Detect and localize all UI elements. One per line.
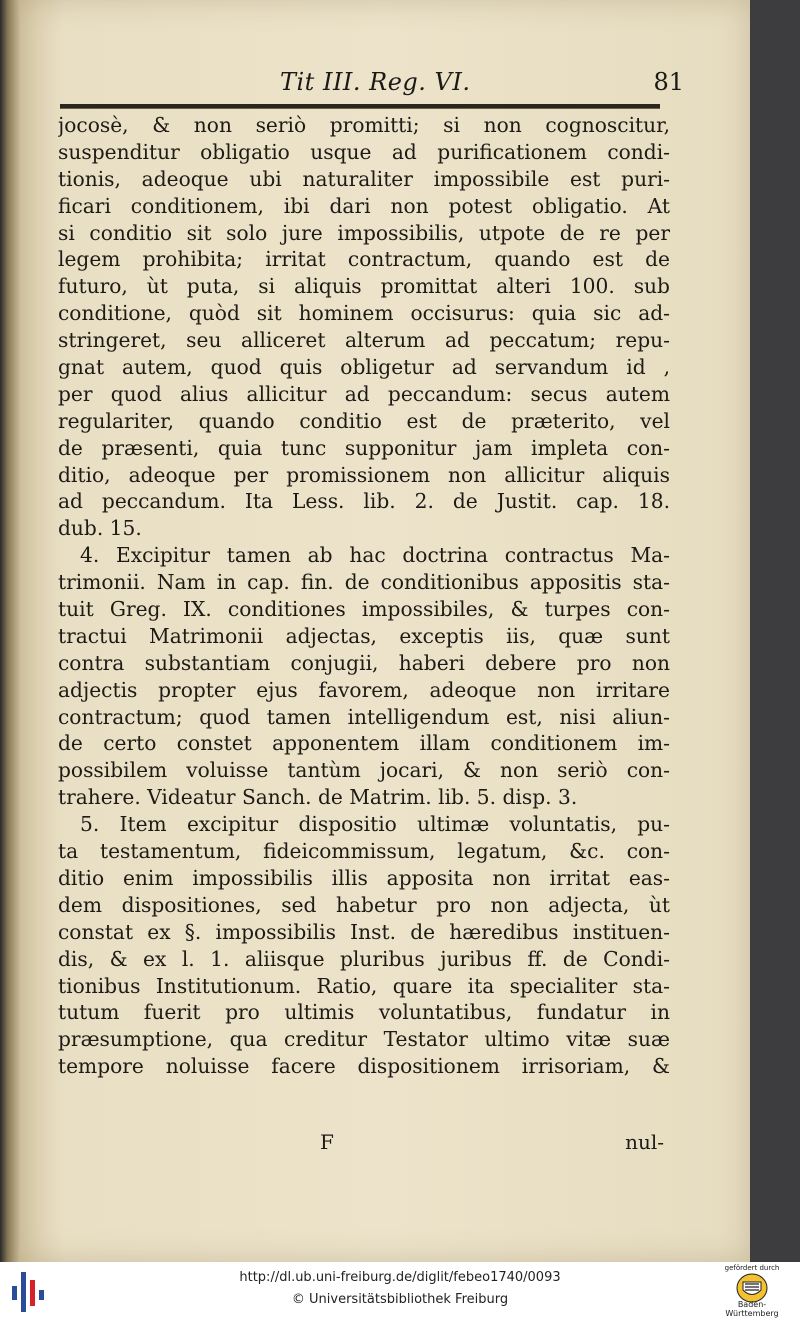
text-line: ad peccandum. Ita Less. lib. 2. de Justit. cap. 18. xyxy=(58,489,670,514)
adjacent-page-edge xyxy=(0,0,20,1262)
text-line: tionis, adeoque ubi naturaliter impossibile est puri- xyxy=(58,166,670,191)
sponsor-caption: gefördert durch xyxy=(724,1264,780,1272)
running-head xyxy=(80,68,684,104)
text-line: de præsenti, quia tunc supponitur jam impleta con- xyxy=(58,435,670,460)
body-text xyxy=(58,112,670,1080)
text-line: trimonii. Nam in cap. fin. de conditionibus appositis sta- xyxy=(58,570,670,595)
signature-mark: F xyxy=(320,1130,334,1154)
permalink-url[interactable]: http://dl.ub.uni-freiburg.de/diglit/febeo1740/0093 xyxy=(239,1270,561,1285)
text-line: gnat autem, quod quis obligetur ad servandum id , xyxy=(58,355,670,380)
sponsor-name: Baden-Württemberg xyxy=(725,1300,779,1318)
text-line: tutum fuerit pro ultimis voluntatibus, fundatur in xyxy=(58,1000,670,1025)
text-line: dis, & ex l. 1. aliisque pluribus juribus ff. de Condi- xyxy=(58,946,670,971)
text-line: ditio, adeoque per promissionem non allicitur aliquis xyxy=(58,462,670,487)
text-line: dem dispositiones, sed habetur pro non adjecta, ùt xyxy=(58,892,670,917)
text-line: trahere. Videatur Sanch. de Matrim. lib. 5. disp. 3. xyxy=(58,785,578,810)
text-line: ditio enim impossibilis illis apposita non irritat eas- xyxy=(58,865,670,890)
text-line: futuro, ùt puta, si aliquis promittat alteri 100. sub xyxy=(58,274,670,299)
scan-background xyxy=(750,0,800,1262)
text-line: regulariter, quando conditio est de præterito, vel xyxy=(58,408,670,433)
text-line: conditione, quòd sit hominem occisurus: quia sic ad- xyxy=(58,301,670,326)
text-line: ficari conditionem, ibi dari non potest obligatio. At xyxy=(58,193,670,218)
text-line: dub. 15. xyxy=(58,516,142,541)
text-line: suspenditur obligatio usque ad purificationem condi- xyxy=(58,139,670,164)
text-line: tuit Greg. IX. conditiones impossibiles, & turpes con- xyxy=(58,597,670,622)
text-line: tionibus Institutionum. Ratio, quare ita specialiter sta- xyxy=(58,973,670,998)
viewer-footer xyxy=(0,1262,800,1320)
sponsor-logo xyxy=(712,1264,792,1320)
text-line: contra substantiam conjugii, haberi debere pro non xyxy=(58,650,670,675)
copyright-text: © Universitätsbibliothek Freiburg xyxy=(291,1292,509,1307)
text-line: jocosè, & non seriò promitti; si non cognoscitur, xyxy=(58,113,670,137)
text-line: contractum; quod tamen intelligendum est, nisi aliun- xyxy=(58,704,670,729)
page-number: 81 xyxy=(653,68,684,96)
text-line: possibilem voluisse tantùm jocari, & non seriò con- xyxy=(58,758,670,783)
text-line: adjectis propter ejus favorem, adeoque non irritare xyxy=(58,677,670,702)
text-line: legem prohibita; irritat contractum, quando est de xyxy=(58,247,670,272)
running-head-title: Tit III. Reg. VI. xyxy=(280,68,471,96)
paragraph-start-line: 5. Item excipitur dispositio ultimæ voluntatis, pu- xyxy=(80,812,670,837)
text-line: stringeret, seu alliceret alterum ad peccatum; repu- xyxy=(58,328,670,353)
text-line: constat ex §. impossibilis Inst. de hæredibus instituen- xyxy=(58,919,670,944)
text-line: si conditio sit solo jure impossibilis, utpote de re per xyxy=(58,220,670,245)
text-line: tempore noluisse facere dispositionem irrisoriam, & xyxy=(58,1054,670,1079)
catchword: nul- xyxy=(625,1130,664,1154)
text-line: de certo constet apponentem illam conditionem im- xyxy=(58,731,670,756)
header-rule xyxy=(60,104,660,109)
text-line: præsumptione, qua creditur Testator ultimo vitæ suæ xyxy=(58,1027,670,1052)
text-line: tractui Matrimonii adjectas, exceptis iis, quæ sunt xyxy=(58,623,670,648)
text-line: per quod alius allicitur ad peccandum: secus autem xyxy=(58,381,670,406)
text-line: ta testamentum, fideicommissum, legatum, &c. con- xyxy=(58,839,670,864)
page-foot xyxy=(58,1130,664,1160)
paragraph-start-line: 4. Excipitur tamen ab hac doctrina contractus Ma- xyxy=(80,543,670,568)
